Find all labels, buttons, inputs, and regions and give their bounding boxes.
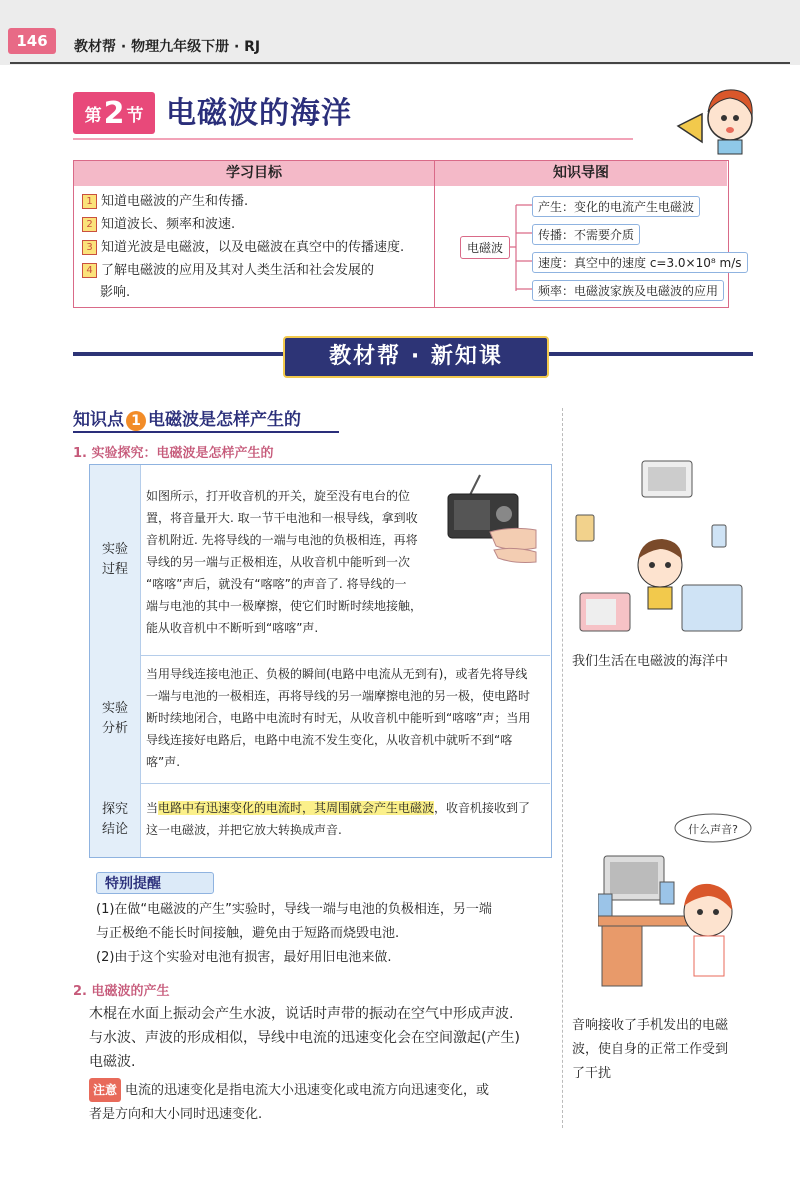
section-badge-number: 2 xyxy=(103,95,125,131)
section-title: 电磁波的海洋 xyxy=(166,96,352,131)
book-title: 教材帮 · 物理九年级下册 · RJ xyxy=(74,39,261,55)
mindmap-item: 产生：变化的电流产生电磁波 xyxy=(532,196,700,217)
table-divider xyxy=(434,161,435,307)
banner-line-right xyxy=(545,352,753,356)
section-badge xyxy=(73,92,155,134)
mindmap-item: 频率：电磁波家族及电磁波的应用 xyxy=(532,280,724,301)
course-banner: 教材帮 · 新知课 xyxy=(283,336,549,378)
banner-line-left xyxy=(73,352,283,356)
knowledge-point-underline xyxy=(73,431,339,433)
thought-bubble-text: 什么声音? xyxy=(688,823,738,836)
row-label: 实验 过程 xyxy=(90,465,141,655)
section-badge-pre: 第 xyxy=(84,105,102,126)
subsection-heading: 1. 实验探究：电磁波是怎样产生的 xyxy=(73,446,274,461)
note-tag: 注意 xyxy=(89,1078,121,1102)
row-label: 实验 分析 xyxy=(90,655,141,783)
side-caption: 音响接收了手机发出的电磁 波，使自身的正常工作受到 了干扰 xyxy=(572,1018,729,1081)
body-paragraph: 木棍在水面上振动会产生水波，说话时声带的振动在空气中形成声波. 与水波、声波的形成相似，导线中电流的迅速变化会在空间激起(产生) 电磁波. xyxy=(89,1006,520,1070)
row-content: 当电路中有迅速变化的电流时，其周围就会产生电磁波，收音机接收到了 这一电磁波，并把它放大转换成声音. xyxy=(146,801,531,837)
side-column-divider xyxy=(562,408,563,1128)
note-paragraph: 注意 电流的迅速变化是指电流大小迅速变化或电流方向迅速变化，或 者是方向和大小同时迅速变化. xyxy=(89,1078,554,1127)
radio-experiment-illustration xyxy=(440,470,540,565)
highlighted-conclusion: 电路中有迅速变化的电流时，其周围就会产生电磁波 xyxy=(158,801,435,815)
objective-item: 4 了解电磁波的应用及其对人类生活和社会发展的 xyxy=(82,262,374,280)
special-reminder-tag: 特别提醒 xyxy=(96,872,214,894)
header-rule xyxy=(10,62,790,64)
knowledge-point-text: 电磁波是怎样产生的 xyxy=(148,410,301,430)
objective-item: 2 知道波长、频率和波速. xyxy=(82,216,235,234)
boy-among-devices-illustration xyxy=(572,455,752,640)
mindmap-item: 传播：不需要介质 xyxy=(532,224,640,245)
section-badge-post: 节 xyxy=(126,105,144,126)
objective-item: 1 知道电磁波的产生和传播. xyxy=(82,193,248,211)
knowledge-point-number: 1 xyxy=(126,411,146,431)
row-label: 探究 结论 xyxy=(90,783,141,857)
row-content: 如图所示，打开收音机的开关，旋至没有电台的位 置，将音量开大. 取一节干电池和一根导线，拿到收 音机附近. 先将导线的一端与电池的负极相连，再将 导线的另一端与正极相连，从收音机中能听到一次 “喀喀”声后，就没有“喀喀”的声音了. 将导线的一 端与电池的其中一极摩擦，使它们时断时续地接触， 能从收音机中不断听到“喀喀”声. xyxy=(146,489,423,635)
girl-speaker-interference-illustration xyxy=(598,812,758,1007)
girl-megaphone-illustration xyxy=(672,76,762,156)
side-caption: 我们生活在电磁波的海洋中 xyxy=(572,654,729,669)
page-number: 146 xyxy=(8,28,56,54)
objectives-header: 学习目标 xyxy=(74,161,434,186)
mindmap-center: 电磁波 xyxy=(460,236,510,259)
objectives-table xyxy=(73,160,742,308)
section-title-underline xyxy=(73,138,633,140)
row-content: 当用导线连接电池正、负极的瞬间(电路中电流从无到有)，或者先将导线 一端与电池的一极相连，再将导线的另一端摩擦电池的另一极，使电路时 断时续地闭合，电路中电流时有时无，从收音机中能听到“喀喀”声；当用 导线连接好电路后，电路中电流不发生变化，从收音机中就听不到“喀 喀”声. xyxy=(146,667,531,769)
knowledge-point-prefix: 知识点 xyxy=(73,410,124,430)
subsection-heading: 2. 电磁波的产生 xyxy=(73,984,170,999)
mindmap-item: 速度：真空中的速度 c=3.0×10⁸ m/s xyxy=(532,252,748,273)
knowledge-point-title xyxy=(73,405,301,431)
objective-item: 3 知道光波是电磁波，以及电磁波在真空中的传播速度. xyxy=(82,239,404,257)
special-reminder-text: (1)在做“电磁波的产生”实验时，导线一端与电池的负极相连，另一端 与正极绝不能长时间接触，避免由于短路而烧毁电池. (2)由于这个实验对电池有损害，最好用旧电池来做. xyxy=(96,902,492,965)
objective-item-continued: 影响. xyxy=(100,285,131,300)
table-row xyxy=(90,783,550,857)
table-row xyxy=(90,655,550,784)
mindmap-header: 知识导图 xyxy=(435,161,727,186)
